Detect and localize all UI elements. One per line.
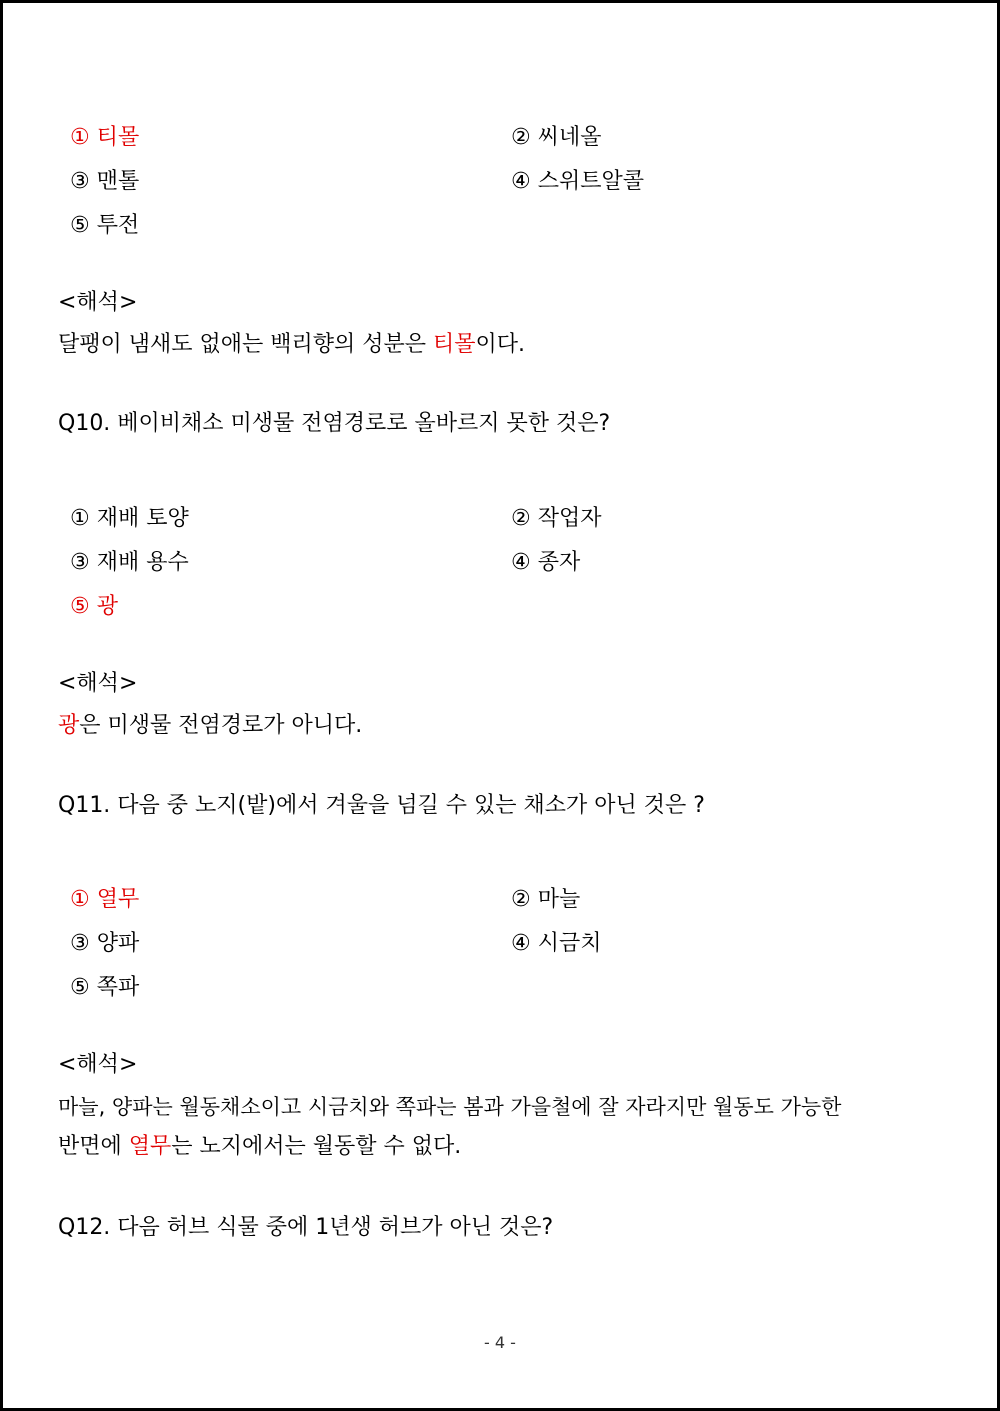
- q11-option-5: ⑤ 쪽파: [70, 975, 140, 1000]
- page-number: - 4 -: [484, 1333, 516, 1352]
- q10-option-4: ④ 종자: [511, 550, 581, 575]
- q11-explanation-line2: [58, 1132, 461, 1162]
- q10-option-1: ① 재배 토양: [70, 506, 189, 531]
- q10-question: Q10. 베이비채소 미생물 전염경로로 올바르지 못한 것은?: [58, 411, 611, 436]
- q10-option-3: ③ 재배 용수: [70, 550, 189, 575]
- q10-explanation-answer: 광: [58, 713, 80, 738]
- q10-explanation: [58, 711, 362, 741]
- q12-question: Q12. 다음 허브 식물 중에 1년생 허브가 아닌 것은?: [58, 1215, 554, 1240]
- q10-explanation-post: 은 미생물 전염경로가 아니다.: [79, 713, 363, 738]
- q11-explanation-line2-pre: 반면에: [58, 1134, 129, 1159]
- q10-option-2: ② 작업자: [511, 506, 602, 531]
- q11-explanation-label: <해석>: [58, 1052, 138, 1077]
- q9-explanation-pre: 달팽이 냄새도 없애는 백리향의 성분은: [58, 332, 433, 357]
- q11-explanation-answer: 열무: [128, 1134, 172, 1159]
- q9-explanation-post: 이다.: [475, 332, 526, 357]
- q9-option-1: ① 티몰: [70, 125, 140, 150]
- q11-explanation-line1: 마늘, 양파는 월동채소이고 시금치와 쪽파는 봄과 가을철에 잘 자라지만 월동도 가능한: [58, 1095, 842, 1119]
- q11-option-1: ① 열무: [70, 887, 140, 912]
- q9-option-2: ② 씨네올: [511, 125, 602, 150]
- q9-explanation: [58, 330, 525, 360]
- q9-option-4: ④ 스위트알콜: [511, 169, 644, 194]
- q9-option-3: ③ 맨톨: [70, 169, 140, 194]
- q11-option-4: ④ 시금치: [511, 931, 602, 956]
- q9-explanation-answer: 티몰: [433, 332, 476, 357]
- q11-option-2: ② 마늘: [511, 887, 581, 912]
- q10-explanation-label: <해석>: [58, 671, 138, 696]
- q11-option-3: ③ 양파: [70, 931, 140, 956]
- q9-option-5: ⑤ 투전: [70, 213, 140, 238]
- q11-question: Q11. 다음 중 노지(밭)에서 겨울을 넘길 수 있는 채소가 아닌 것은 ?: [58, 793, 705, 818]
- q11-explanation-line2-post: 는 노지에서는 월동할 수 없다.: [171, 1134, 462, 1159]
- q10-option-5: ⑤ 광: [70, 594, 118, 619]
- q9-explanation-label: <해석>: [58, 290, 138, 315]
